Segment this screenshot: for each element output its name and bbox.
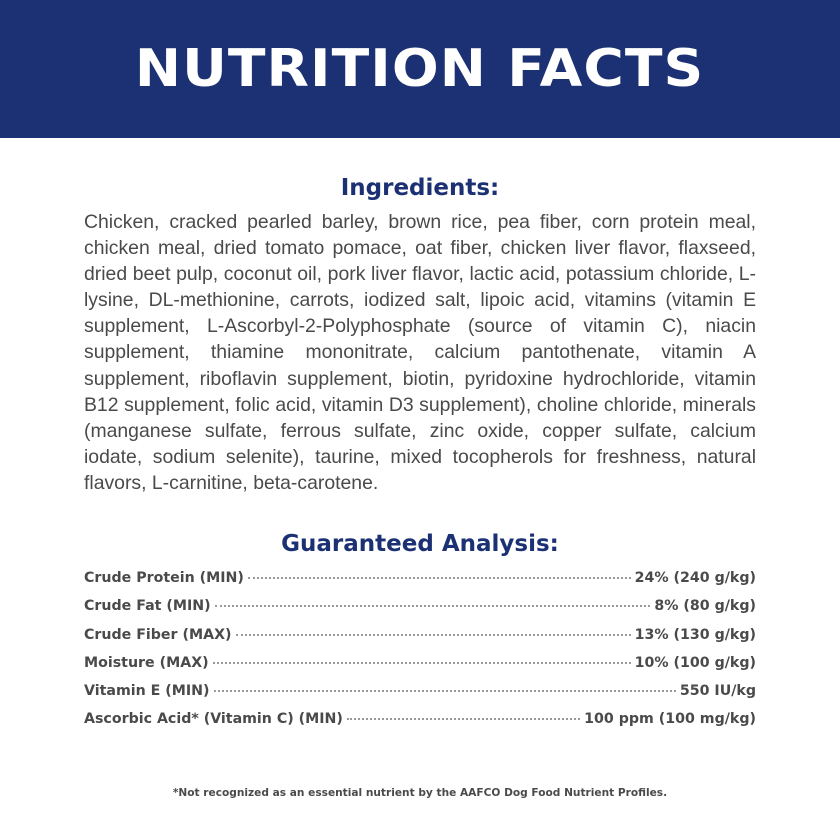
analysis-row-crude-fiber: [84, 627, 756, 655]
analysis-label: Moisture (MAX): [84, 654, 209, 671]
analysis-label: Vitamin E (MIN): [84, 683, 210, 700]
analysis-row-crude-protein: [84, 570, 756, 598]
dot-leader: [236, 634, 631, 636]
dot-leader: [213, 662, 631, 664]
analysis-value: 13% (130 g/kg): [634, 626, 756, 643]
analysis-row-ascorbic-acid: [84, 711, 756, 739]
guaranteed-analysis-heading: Guaranteed Analysis:: [281, 531, 559, 557]
dot-leader: [215, 605, 651, 607]
analysis-label: Crude Fiber (MAX): [84, 626, 232, 643]
analysis-value: 8% (80 g/kg): [654, 598, 756, 615]
ingredients-heading: Ingredients:: [340, 175, 500, 201]
analysis-value: 24% (240 g/kg): [634, 570, 756, 586]
dot-leader: [214, 690, 676, 692]
header-banner: [0, 0, 840, 138]
footnote: *Not recognized as an essential nutrient by the AAFCO Dog Food Nutrient Profiles.: [172, 787, 668, 799]
analysis-value: 550 IU/kg: [679, 683, 756, 700]
analysis-label: Crude Fat (MIN): [84, 598, 211, 615]
ingredients-text: Chicken, cracked pearled barley, brown rice, pea fiber, corn protein meal, chicken meal, dried tomato pomace, oat fiber, chicken liver flavor, flaxseed, dried beet pulp, coconut oil, pork liver flavor, lactic acid, potassium chloride, L-lysine, DL-methionine, carrots, iodized salt, lipoic acid, vitamins (vitamin E supplement, L-Ascorbyl-2-Polyphosphate (source of vitamin C), niacin supplement, thiamine mononitrate, calcium pantothenate, vitamin A supplement, riboflavin supplement, biotin, pyridoxine hydrochloride, vitamin B12 supplement, folic acid, vitamin D3 supplement), choline chloride, minerals (manganese sulfate, ferrous sulfate, zinc oxide, copper sulfate, calcium iodate, sodium selenite), taurine, mixed tocopherols for freshness, natural flavors, L-carnitine, beta-carotene.: [84, 211, 756, 494]
dot-leader: [347, 718, 580, 720]
dot-leader: [248, 577, 631, 579]
analysis-label: Crude Protein (MIN): [84, 570, 244, 586]
analysis-row-vitamin-e: [84, 683, 756, 711]
analysis-value: 10% (100 g/kg): [634, 654, 756, 671]
analysis-label: Ascorbic Acid* (Vitamin C) (MIN): [84, 711, 343, 728]
guaranteed-analysis-table: [84, 570, 756, 740]
analysis-row-crude-fat: [84, 598, 756, 626]
analysis-value: 100 ppm (100 mg/kg): [584, 711, 756, 728]
page-title: NUTRITION FACTS: [135, 39, 705, 99]
analysis-row-moisture: [84, 655, 756, 683]
